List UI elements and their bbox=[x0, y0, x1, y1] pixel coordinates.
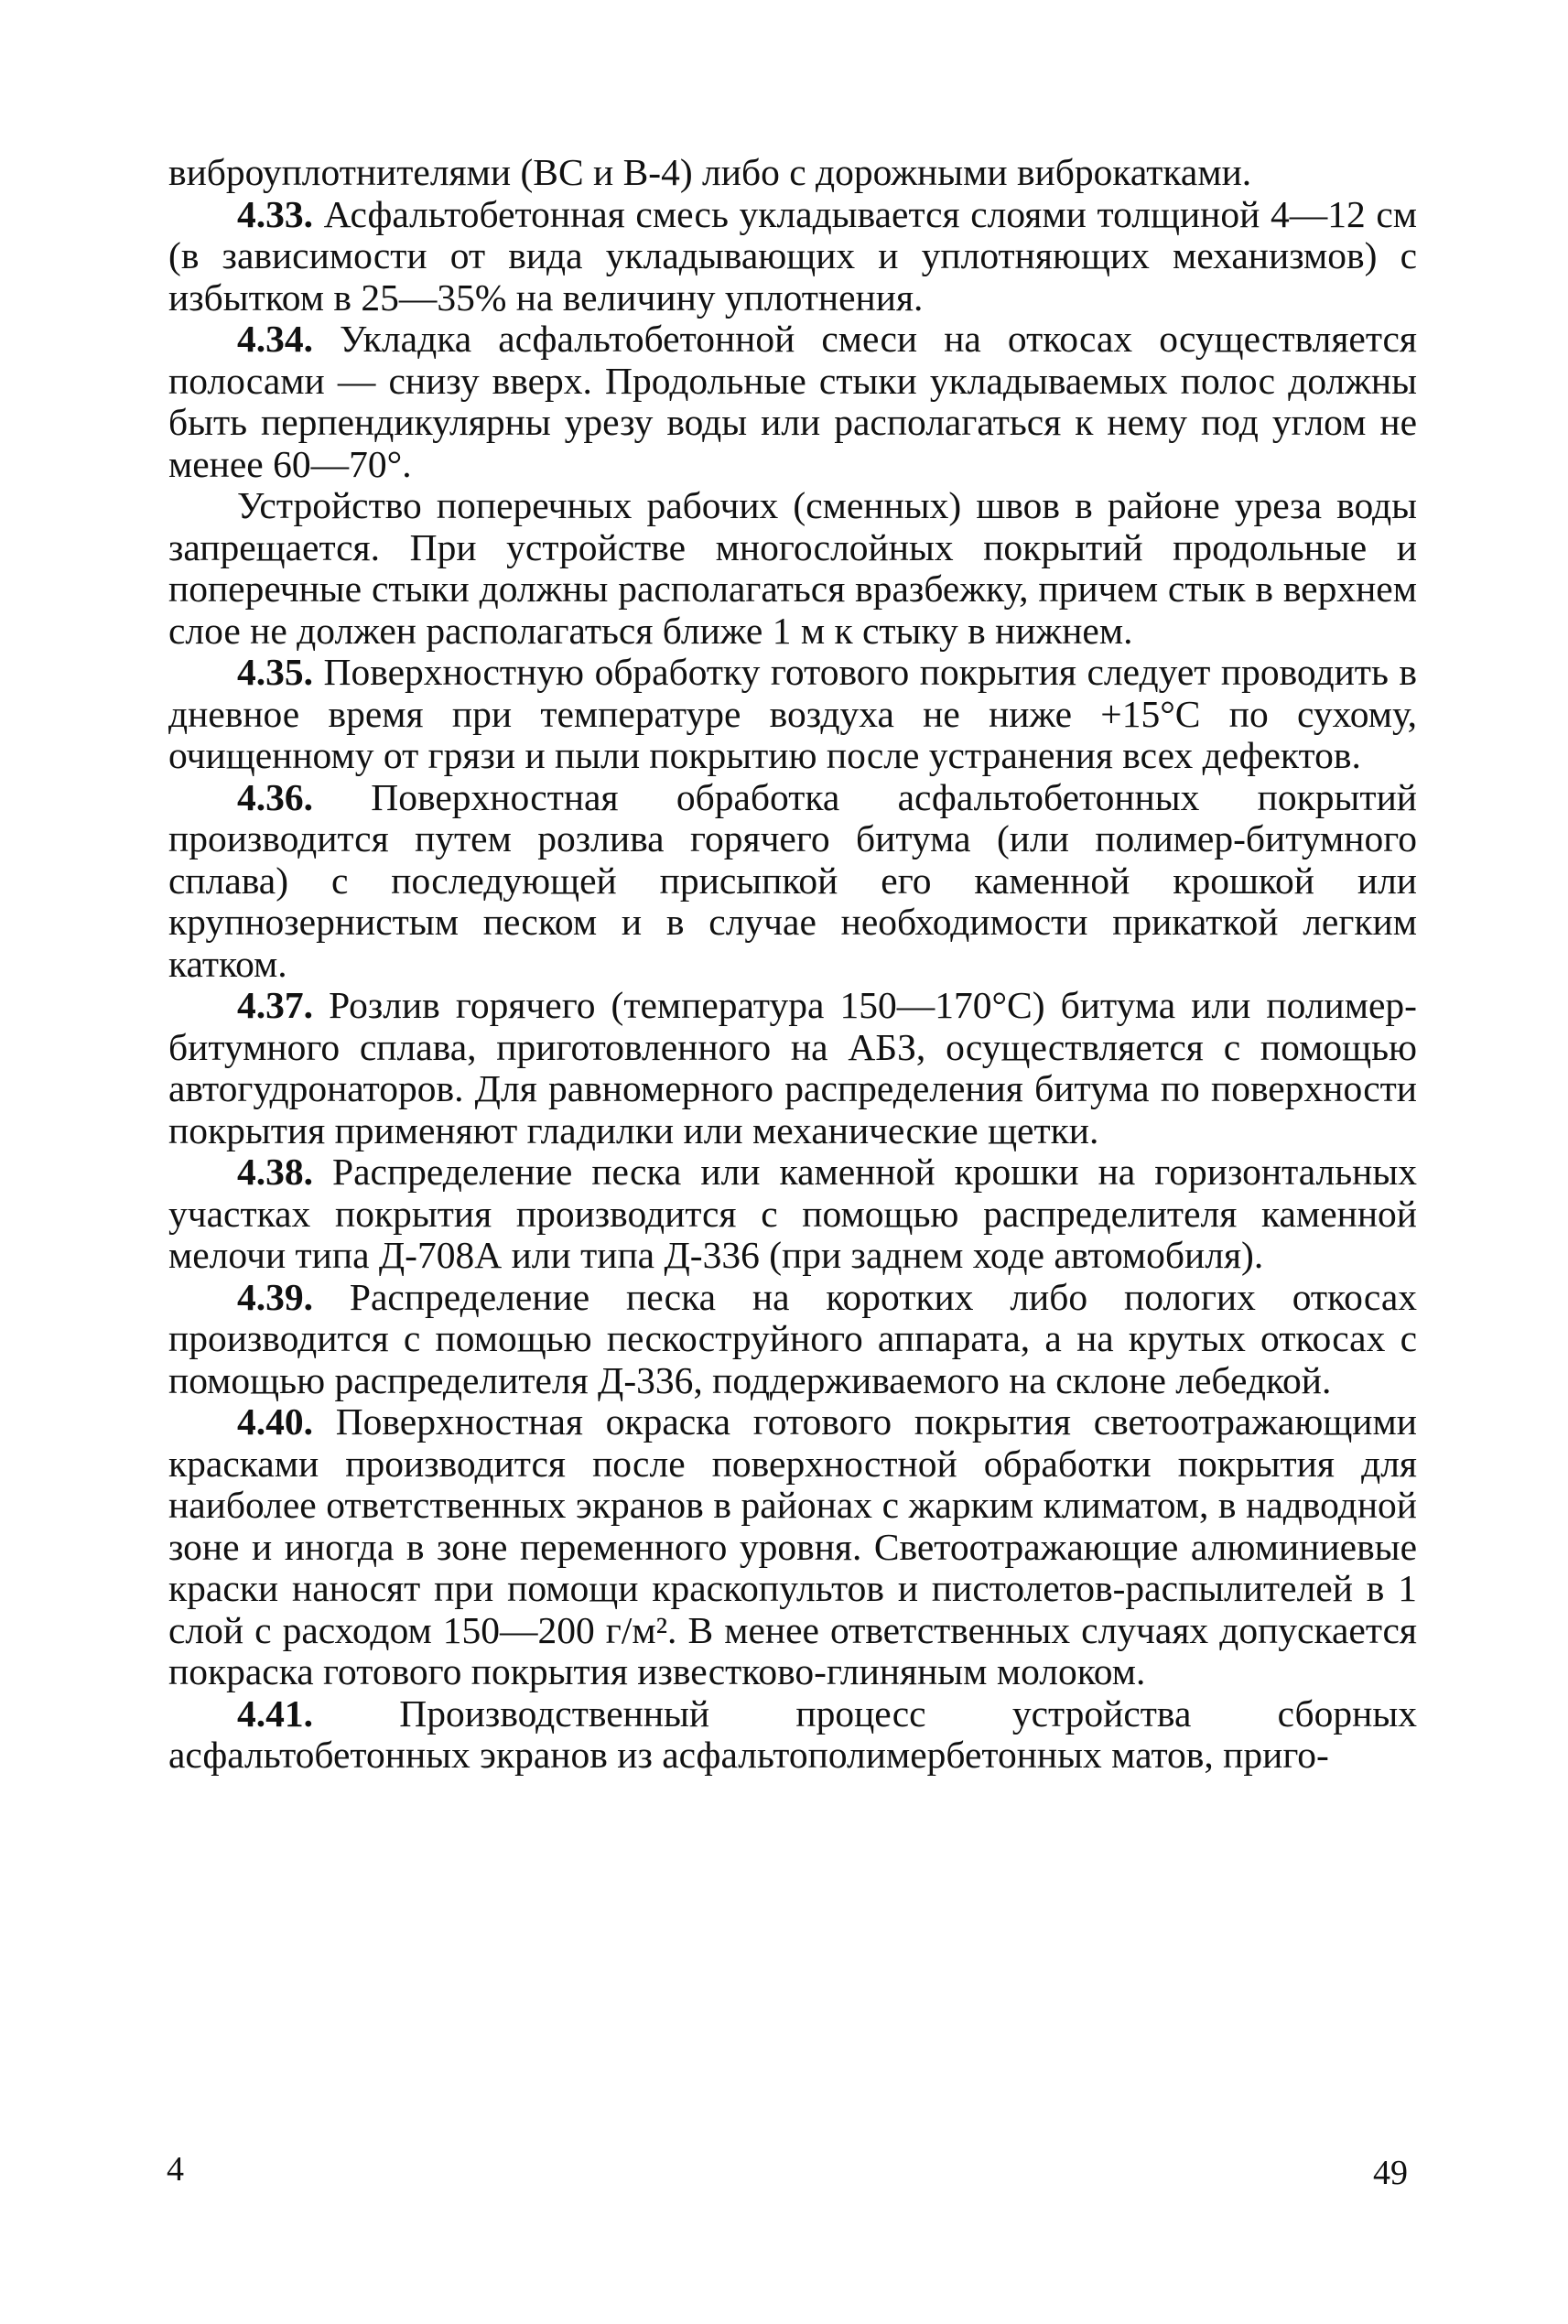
clause-number: 4.34. bbox=[237, 318, 313, 360]
paragraph-continuation bbox=[168, 152, 1417, 194]
paragraph-4-33 bbox=[168, 194, 1417, 319]
paragraph-text: виброуплотнителями (ВС и В-4) либо с дорожными виброкатками. bbox=[168, 151, 1252, 193]
clause-number: 4.36. bbox=[237, 775, 313, 818]
paragraph-4-39 bbox=[168, 1277, 1417, 1402]
paragraph-text: Розлив горячего (температура 150—170°С) битума или полимер-битумного сплава, приготовленного на АБЗ, осуществляется с помощью автогудронаторов. Для равномерного распределения битума по поверхности покрытия применяют гладилки или механические щетки. bbox=[168, 984, 1417, 1151]
page-number: 49 bbox=[1373, 2154, 1408, 2192]
clause-number: 4.40. bbox=[237, 1400, 313, 1443]
paragraph-4-35 bbox=[168, 652, 1417, 777]
paragraph-text: Распределение песка на коротких либо пологих откосах производится с помощью пескоструйного аппарата, а на крутых откосах с помощью распределителя Д-336, поддерживаемого на склоне лебедкой. bbox=[168, 1275, 1417, 1401]
clause-number: 4.39. bbox=[237, 1275, 313, 1318]
paragraph-text: Укладка асфальтобетонной смеси на откосах осуществляется полосами — снизу вверх. Продольные стыки укладываемых полос должны быть перпендикулярны урезу воды или располагаться к нему под углом не менее 60—70°. bbox=[168, 318, 1417, 485]
paragraph-text: Распределение песка или каменной крошки на горизонтальных участках покрытия производится с помощью распределителя каменной мелочи типа Д-708А или типа Д-336 (при заднем ходе автомобиля). bbox=[168, 1151, 1417, 1276]
paragraph-text: Поверхностную обработку готового покрытия следует проводить в дневное время при температуре воздуха не ниже +15°С по сухому, очищенному от грязи и пыли покрытию после устранения всех дефектов. bbox=[168, 651, 1417, 776]
clause-number: 4.33. bbox=[237, 192, 313, 235]
paragraph-4-34 bbox=[168, 319, 1417, 485]
paragraph-4-37 bbox=[168, 985, 1417, 1151]
paragraph-4-40 bbox=[168, 1401, 1417, 1693]
paragraph-4-38 bbox=[168, 1151, 1417, 1277]
paragraph-text: Поверхностная окраска готового покрытия светоотражающими красками производится после поверхностной обработки покрытия для наиболее ответственных экранов в районах с жарким климатом, в надводной зоне и иногда в зоне переменного уровня. Светоотражающие алюминиевые краски наносят при помощи краскопультов и пистолетов-распылителей в 1 слой с расходом 150—200 г/м². В менее ответственных случаях допускается покраска готового покрытия известково-глиняным молоком. bbox=[168, 1400, 1417, 1692]
clause-number: 4.41. bbox=[237, 1692, 313, 1735]
paragraph-text: Асфальтобетонная смесь укладывается слоями толщиной 4—12 см (в зависимости от вида укладывающих и уплотняющих механизмов) с избытком в 25—35% на величину уплотнения. bbox=[168, 192, 1417, 319]
paragraph-text: Устройство поперечных рабочих (сменных) швов в районе уреза воды запрещается. При устройстве многослойных покрытий продольные и поперечные стыки должны располагаться вразбежку, причем стык в верхнем слое не должен располагаться ближе 1 м к стыку в нижнем. bbox=[168, 484, 1417, 652]
paragraph-4-36 bbox=[168, 777, 1417, 986]
body-text bbox=[168, 152, 1417, 1777]
paragraph-text: Производственный процесс устройства сборных асфальтобетонных экранов из асфальтополимербетонных матов, приго- bbox=[168, 1692, 1417, 1776]
clause-number: 4.38. bbox=[237, 1151, 313, 1193]
paragraph-text: Поверхностная обработка асфальтобетонных покрытий производится путем розлива горячего битума (или полимер-битумного сплава) с последующей присыпкой его каменной крошкой или крупнозернистым песком и в случае необходимости прикаткой легким катком. bbox=[168, 775, 1417, 985]
paragraph-4-41 bbox=[168, 1693, 1417, 1777]
signature-mark: 4 bbox=[167, 2150, 184, 2189]
paragraph-transverse-seams bbox=[168, 485, 1417, 652]
clause-number: 4.37. bbox=[237, 984, 313, 1026]
clause-number: 4.35. bbox=[237, 651, 313, 693]
